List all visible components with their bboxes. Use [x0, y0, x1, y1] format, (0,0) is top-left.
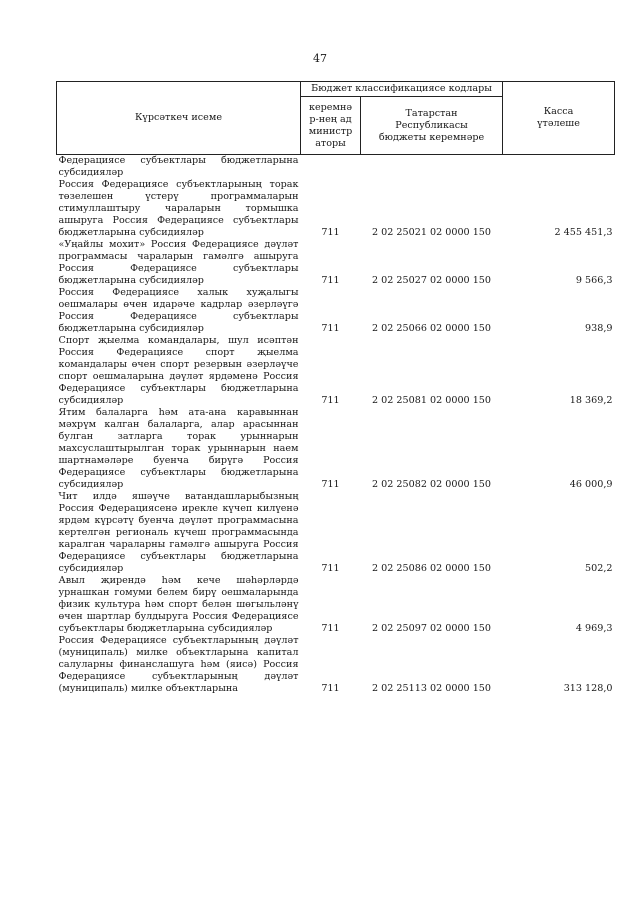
table-row	[57, 287, 615, 335]
row-admin-code: 711	[321, 683, 340, 694]
header-admin: керемнәр-нең администраторы	[301, 97, 361, 155]
table-body	[57, 155, 615, 696]
row-budget-code: 2 02 25097 02 0000 150	[372, 623, 492, 634]
continuation-text: Федерациясе субъектлары бюджетларына субсидияләр	[58, 155, 299, 178]
row-budget-code: 2 02 25027 02 0000 150	[372, 275, 492, 286]
header-cash: Касса үтәлеше	[503, 82, 615, 155]
row-description: «Уңайлы мохит» Россия Федерациясе дәүләт программасы чараларын гамәлгә ашыруга Россия Федерациясе субъектлары бюджетларына субсидияләр	[58, 239, 299, 286]
header-tatarstan: Татарстан Республикасы бюджеты керемнәре	[361, 97, 503, 155]
table-row	[57, 179, 615, 239]
budget-table	[56, 81, 615, 695]
row-cash-value: 46 000,9	[569, 479, 613, 490]
page-number: 47	[313, 52, 327, 65]
row-description: Ятим балаларга һәм ата-ана каравыннан мәхрүм калган балаларга, алар арасыннан булган затларга торак урыннарын махсуслаштырылган торак урыннарын наем шартнамәләре буенча бирүгә Россия Федерациясе субъектлары бюджетларына субсидияләр	[58, 407, 299, 490]
row-admin-code: 711	[321, 563, 340, 574]
row-cash-value: 4 969,3	[575, 623, 613, 634]
row-admin-code: 711	[321, 275, 340, 286]
row-budget-code: 2 02 25113 02 0000 150	[372, 683, 492, 694]
row-cash-value: 18 369,2	[569, 395, 613, 406]
row-cash-value: 938,9	[585, 323, 613, 334]
row-description: Россия Федерациясе халык хуҗалыгы оешмалары өчен идарәче кадрлар әзерләүгә Россия Федерациясе субъектлары бюджетларына субсидияләр	[58, 287, 299, 334]
row-admin-code: 711	[321, 623, 340, 634]
row-budget-code: 2 02 25081 02 0000 150	[372, 395, 492, 406]
row-description: Спорт җыелма командалары, шул исәптән Россия Федерациясе спорт җыелма командалары өчен спорт резервын әзерләүче спорт оешмаларына дәүләт ярдәменә Россия Федерациясе субъектлары бюджетларына субсидияләр	[58, 335, 299, 406]
row-description: Россия Федерациясе субъектларының дәүләт (муниципаль) милке объектларына капитал салуларны финанслашуга һәм (яисә) Россия Федерациясе субъектларының дәүләт (муниципаль) милке объектларына	[58, 635, 299, 694]
row-cash-value: 313 128,0	[563, 683, 613, 694]
row-description: Россия Федерациясе субъектларының торак төзелешен үстерү программаларын стимуллаштыру чараларын тормышка ашыруга Россия Федерациясе субъектлары бюджетларына субсидияләр	[58, 179, 299, 238]
row-budget-code: 2 02 25082 02 0000 150	[372, 479, 492, 490]
header-budget-codes: Бюджет классификациясе кодлары	[301, 82, 503, 97]
row-cash-value: 2 455 451,3	[554, 227, 613, 238]
row-cash-value: 502,2	[585, 563, 613, 574]
row-admin-code: 711	[321, 323, 340, 334]
row-admin-code: 711	[321, 227, 340, 238]
row-budget-code: 2 02 25066 02 0000 150	[372, 323, 492, 334]
table-row	[57, 407, 615, 491]
row-admin-code: 711	[321, 479, 340, 490]
table-row	[57, 239, 615, 287]
table-row	[57, 635, 615, 695]
row-budget-code: 2 02 25021 02 0000 150	[372, 227, 492, 238]
row-description: Авыл җирендә һәм кече шәһәрләрдә урнашкан гомуми белем бирү оешмаларында физик культура һәм спорт белән шөгыльләнү өчен шартлар булдыруга Россия Федерациясе субъектлары бюджетларына субсидияләр	[58, 575, 299, 634]
row-description: Чит илдә яшәүче ватандашларыбызның Россия Федерациясенә ирекле күчеп килүенә ярдәм күрсәтү буенча дәүләт программасына кертелгән региональ күчеш программасында каралган чараларны гамәлгә ашыруга Россия Федерациясе субъектлары бюджетларына субсидияләр	[58, 491, 299, 574]
row-budget-code: 2 02 25086 02 0000 150	[372, 563, 492, 574]
table-row	[57, 335, 615, 407]
header-indicator: Күрсәткеч исеме	[57, 82, 301, 155]
continuation-row	[57, 155, 615, 180]
table-row	[57, 575, 615, 635]
row-admin-code: 711	[321, 395, 340, 406]
row-cash-value: 9 566,3	[575, 275, 613, 286]
table-header	[57, 82, 615, 155]
table-row	[57, 491, 615, 575]
